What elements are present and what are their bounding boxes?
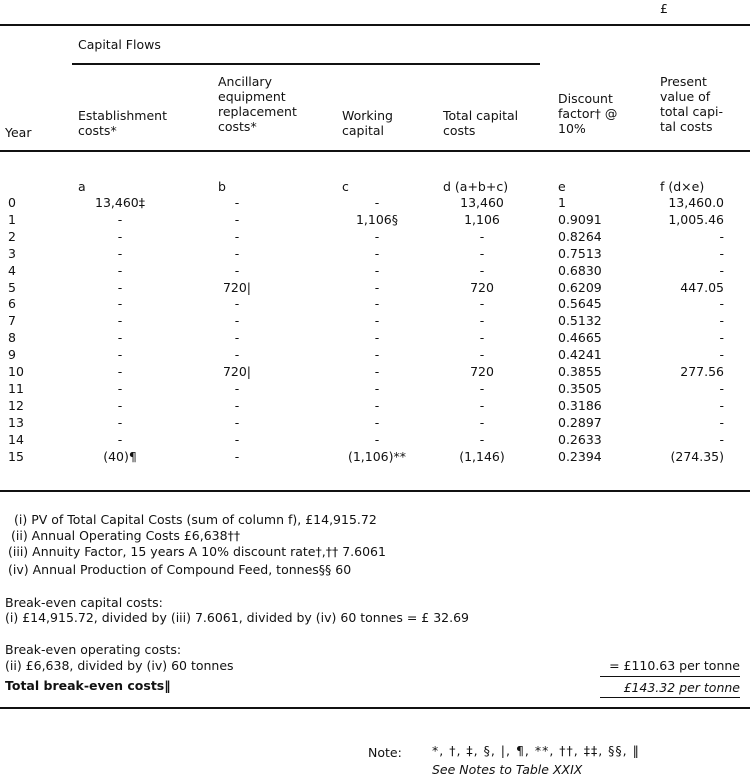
cell-working-capital: -: [374, 228, 380, 244]
cell-total-capital: 1,106: [464, 211, 500, 227]
breakeven-operating-value: = £110.63 per tonne: [609, 658, 740, 673]
cell-establishment: -: [117, 380, 123, 396]
cell-total-capital: -: [479, 380, 485, 396]
cell-working-capital: (1,106)**: [347, 448, 407, 464]
col-header-total: Total capital costs: [443, 108, 519, 138]
cell-establishment: -: [117, 228, 123, 244]
cell-total-capital: -: [479, 431, 485, 447]
col-letter-e: e: [558, 179, 566, 194]
cell-total-capital: -: [479, 347, 485, 363]
cell-year: 10: [8, 364, 24, 379]
cell-ancillary: -: [234, 380, 240, 396]
cell-ancillary: -: [234, 228, 240, 244]
summary-line-1: (i) PV of Total Capital Costs (sum of column f), £14,915.72: [14, 512, 377, 527]
cell-working-capital: -: [374, 313, 380, 329]
cell-discount-factor: 0.8264: [558, 228, 602, 244]
cell-working-capital: -: [374, 414, 380, 430]
table-bottom-rule: [0, 490, 750, 492]
cell-ancillary: -: [234, 296, 240, 312]
cell-total-capital: -: [479, 296, 485, 312]
cell-establishment: (40)¶: [103, 448, 137, 464]
cell-total-capital: 13,460: [460, 195, 504, 210]
col-header-establishment: Establishment costs*: [78, 108, 167, 138]
cell-year: 8: [8, 330, 16, 346]
cell-discount-factor: 0.2897: [558, 414, 602, 430]
col-header-present-value: Present value of total capi- tal costs: [660, 74, 724, 134]
breakeven-capital-label: Break-even capital costs:: [5, 595, 163, 610]
page-bottom-rule: [0, 707, 750, 709]
cell-present-value: -: [719, 330, 724, 346]
cell-total-capital: (1,146): [459, 448, 505, 464]
cell-discount-factor: 0.3505: [558, 380, 602, 396]
cell-working-capital: -: [374, 431, 380, 447]
cell-working-capital: -: [374, 279, 380, 295]
cell-ancillary: -: [234, 431, 240, 447]
cell-total-capital: -: [479, 397, 485, 413]
cell-discount-factor: 0.3186: [558, 397, 602, 413]
breakeven-operating-label: Break-even operating costs:: [5, 642, 182, 657]
cell-discount-factor: 0.2633: [558, 431, 602, 447]
col-letter-f: f (d×e): [660, 179, 705, 194]
cell-working-capital: -: [374, 296, 380, 312]
cell-year: 9: [8, 347, 16, 363]
cell-establishment: -: [117, 397, 123, 413]
cell-ancillary: -: [234, 211, 240, 227]
cell-working-capital: -: [374, 195, 380, 210]
cell-present-value: (274.35): [670, 448, 724, 464]
cell-establishment: -: [117, 245, 123, 261]
cell-ancillary: -: [234, 313, 240, 329]
col-header-year: Year: [5, 125, 32, 140]
cell-establishment: 13,460‡: [95, 195, 145, 210]
capital-flows-header: Capital Flows: [78, 37, 161, 52]
col-letter-a: a: [78, 179, 86, 194]
cell-present-value: -: [719, 397, 724, 413]
cell-establishment: -: [117, 364, 123, 379]
cell-present-value: -: [719, 313, 724, 329]
cell-year: 0: [8, 195, 16, 210]
total-underline: [600, 697, 740, 698]
cell-ancillary: -: [234, 330, 240, 346]
cell-establishment: -: [117, 330, 123, 346]
cell-present-value: 447.05: [680, 279, 724, 295]
cell-ancillary: -: [234, 347, 240, 363]
breakeven-capital-calc: (i) £14,915.72, divided by (iii) 7.6061, divided by (iv) 60 tonnes = £ 32.69: [5, 610, 469, 625]
cell-ancillary: -: [234, 448, 240, 464]
note-label: Note:: [368, 745, 402, 760]
cell-working-capital: 1,106§: [355, 211, 399, 227]
cell-ancillary: -: [234, 262, 240, 278]
cell-present-value: -: [719, 296, 724, 312]
cell-establishment: -: [117, 279, 123, 295]
cell-total-capital: -: [479, 414, 485, 430]
cell-total-capital: -: [479, 313, 485, 329]
breakeven-operating-calc: (ii) £6,638, divided by (iv) 60 tonnes: [5, 658, 234, 673]
cell-establishment: -: [117, 313, 123, 329]
cell-ancillary: 720|: [222, 279, 252, 295]
cell-working-capital: -: [374, 245, 380, 261]
col-letter-c: c: [342, 179, 349, 194]
cell-year: 7: [8, 313, 16, 329]
summary-line-2: (ii) Annual Operating Costs £6,638††: [11, 528, 241, 543]
cell-discount-factor: 0.6209: [558, 279, 602, 295]
cell-establishment: -: [117, 296, 123, 312]
cell-discount-factor: 0.3855: [558, 364, 602, 379]
cell-ancillary: -: [234, 414, 240, 430]
col-header-discount: Discount factor† @ 10%: [558, 91, 618, 136]
cell-year: 4: [8, 262, 16, 278]
table-top-rule: [0, 24, 750, 26]
cell-year: 12: [8, 397, 24, 413]
cell-working-capital: -: [374, 262, 380, 278]
cell-discount-factor: 0.6830: [558, 262, 602, 278]
cell-ancillary: -: [234, 245, 240, 261]
cell-year: 14: [8, 431, 24, 447]
note-see-reference: See Notes to Table XXIX: [432, 762, 583, 777]
cell-discount-factor: 0.2394: [558, 448, 602, 464]
cell-present-value: 1,005.46: [668, 211, 724, 227]
cell-discount-factor: 1: [558, 195, 566, 210]
cell-present-value: -: [719, 380, 724, 396]
sum-rule: [600, 676, 740, 677]
cell-present-value: -: [719, 245, 724, 261]
cell-establishment: -: [117, 211, 123, 227]
cell-total-capital: -: [479, 262, 485, 278]
cell-present-value: -: [719, 228, 724, 244]
total-breakeven-value: £143.32 per tonne: [623, 680, 740, 695]
cell-ancillary: -: [234, 397, 240, 413]
cell-ancillary: -: [234, 195, 240, 210]
cell-discount-factor: 0.5132: [558, 313, 602, 329]
cell-total-capital: -: [479, 228, 485, 244]
cell-establishment: -: [117, 414, 123, 430]
cell-working-capital: -: [374, 364, 380, 379]
cell-ancillary: 720|: [222, 364, 252, 379]
cell-year: 5: [8, 279, 16, 295]
currency-header: £: [660, 1, 668, 16]
cell-establishment: -: [117, 262, 123, 278]
cell-year: 3: [8, 245, 16, 261]
capital-flows-rule: [72, 63, 540, 65]
cell-establishment: -: [117, 347, 123, 363]
cell-year: 15: [8, 448, 24, 464]
note-symbols: *, †, ‡, §, |, ¶, **, ††, ‡‡, §§, ‖: [432, 743, 640, 758]
cell-total-capital: 720: [470, 364, 494, 379]
cell-present-value: -: [719, 414, 724, 430]
cell-year: 13: [8, 414, 24, 430]
cell-year: 6: [8, 296, 16, 312]
cell-year: 1: [8, 211, 16, 227]
col-header-ancillary: Ancillary equipment replacement costs*: [218, 74, 297, 134]
header-bottom-rule: [0, 150, 750, 152]
cell-discount-factor: 0.4241: [558, 347, 602, 363]
cell-discount-factor: 0.7513: [558, 245, 602, 261]
cell-discount-factor: 0.9091: [558, 211, 602, 227]
col-letter-b: b: [218, 179, 226, 194]
total-breakeven-label: Total break-even costs‖: [5, 678, 171, 693]
cell-working-capital: -: [374, 330, 380, 346]
cell-discount-factor: 0.5645: [558, 296, 602, 312]
cell-establishment: -: [117, 431, 123, 447]
cell-present-value: 13,460.0: [668, 195, 724, 210]
summary-line-3: (iii) Annuity Factor, 15 years A 10% discount rate†,†† 7.6061: [8, 544, 386, 559]
cell-working-capital: -: [374, 380, 380, 396]
cell-present-value: -: [719, 431, 724, 447]
cell-present-value: 277.56: [680, 364, 724, 379]
cell-working-capital: -: [374, 347, 380, 363]
cell-year: 2: [8, 228, 16, 244]
summary-line-4: (iv) Annual Production of Compound Feed, tonnes§§ 60: [8, 562, 352, 577]
cell-total-capital: -: [479, 245, 485, 261]
cell-present-value: -: [719, 262, 724, 278]
cell-total-capital: -: [479, 330, 485, 346]
cell-total-capital: 720: [470, 279, 494, 295]
cell-working-capital: -: [374, 397, 380, 413]
cell-present-value: -: [719, 347, 724, 363]
cell-year: 11: [8, 380, 24, 396]
col-header-working: Working capital: [342, 108, 393, 138]
cell-discount-factor: 0.4665: [558, 330, 602, 346]
col-letter-d: d (a+b+c): [443, 179, 509, 194]
